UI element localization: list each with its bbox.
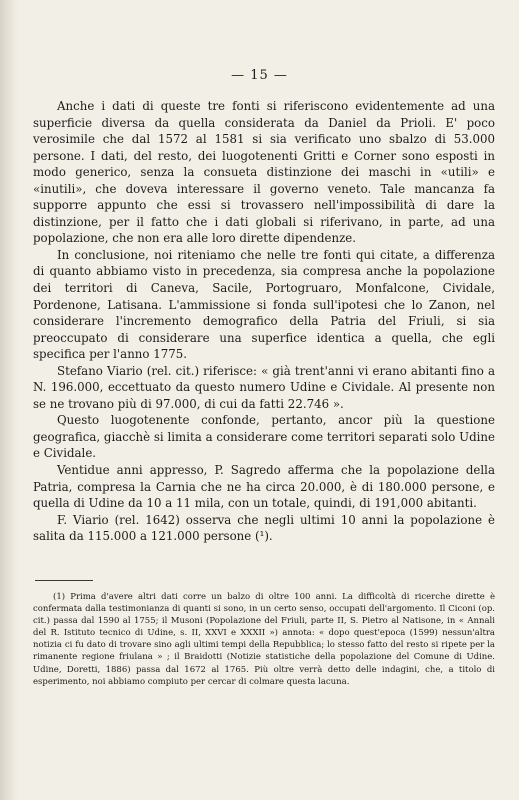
paragraph: F. Viario (rel. 1642) osserva che negli ultimi 10 anni la popolazione è salita da 115.000 a 121.000 persone (¹).	[33, 512, 495, 544]
paragraph: In conclusione, noi riteniamo che nelle tre fonti qui citate, a differenza di quanto abbiamo visto in precedenza, sia compresa anche la popolazione dei territori di Caneva, Sacile, Portogruaro, Monfalcone, Cividale, Pordenone, Latisana. L'ammissione si fonda sull'ipotesi che lo Zanon, nel considerare l'incremento demografico della Patria del Friuli, si sia preoccupato di considerare una superfice identica a quella, che egli specifica per l'anno 1775.	[33, 247, 495, 362]
footnote: (1) Prima d'avere altri dati corre un balzo di oltre 100 anni. La difficoltà di ricerche dirette è confermata dalla testimonianza di quanti si sono, in un certo senso, occupati dell'argomento. Il Ciconi (op. cit.) passa dal 1590 al 1755; il Musoni (Popolazione del Friuli, parte II, S. Pietro al Natisone, in « Annali del R. Istituto tecnico di Udine, s. II, XXVI e XXXII ») annota: « dopo quest'epoca (1599) nessun'altra notizia ci fu dato di trovare sino agli ultimi tempi della Repubblica; lo stesso fatto del resto si ripete per la rimanente regione friulana » ; il Braidotti (Notizie statistiche della popolazione del Comune di Udine. Udine, Doretti, 1886) passa dal 1672 al 1765. Più oltre verrà detto delle indagini, che, a titolo di esperimento, noi abbiamo compiuto per cercar di colmare questa lacuna.	[33, 592, 495, 687]
paragraph: Anche i dati di queste tre fonti si riferiscono evidentemente ad una superficie diversa da quella considerata da Daniel da Prioli. E' poco verosimile che dal 1572 al 1581 si sia verificato uno sbalzo di 53.000 persone. I dati, del resto, dei luogotenenti Gritti e Corner sono esposti in modo generico, senza la consueta distinzione dei maschi in «utili» e «inutili», che doveva interessare il governo veneto. Tale mancanza fa supporre appunto che essi si trovassero nell'impossibilità di dare la distinzione, per il fatto che i dati globali si riferivano, in parte, ad una popolazione, che non era alle loro dirette dipendenze.	[33, 99, 495, 246]
paragraph: Questo luogotenente confonde, pertanto, ancor più la questione geografica, giacchè si limita a considerare come territori separati solo Udine e Cividale.	[33, 413, 495, 461]
paragraph: Ventidue anni appresso, P. Sagredo afferma che la popolazione della Patria, compresa la Carnia che ne ha circa 20.000, è di 180.000 persone, e quella di Udine da 10 a 11 mila, con un totale, quindi, di 191,000 abitanti.	[33, 463, 495, 511]
page-binding-shadow	[0, 0, 18, 800]
footnotes	[33, 591, 495, 688]
page-number: — 15 —	[231, 68, 288, 83]
paragraph: Stefano Viario (rel. cit.) riferisce: « già trent'anni vi erano abitanti fino a N. 196.000, eccettuato da questo numero Udine e Cividale. Al presente non se ne trovano più di 97.000, di cui da fatti 22.746 ».	[33, 363, 495, 411]
main-text	[33, 98, 495, 545]
footnote-separator	[35, 580, 93, 581]
